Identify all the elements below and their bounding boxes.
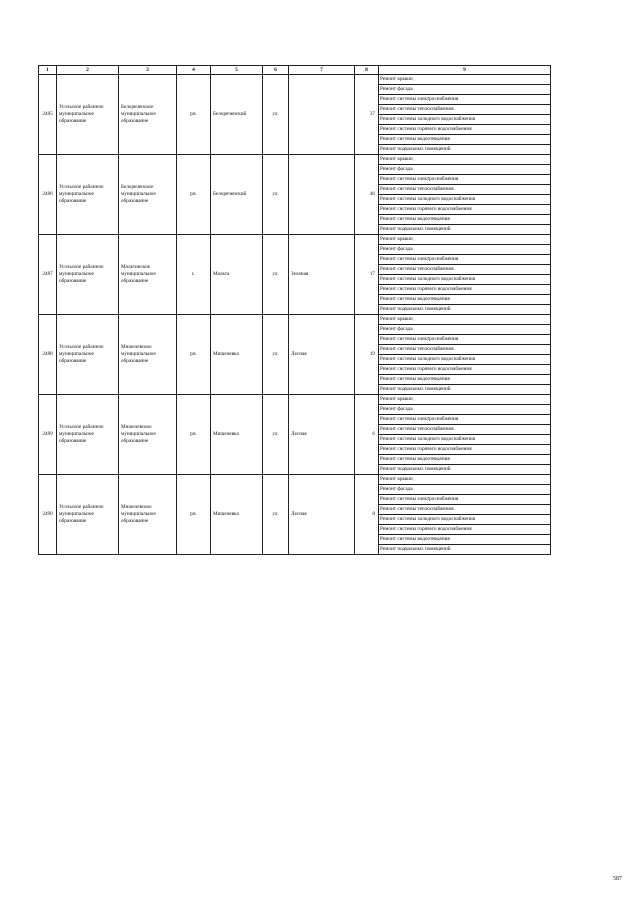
- work-type-cell: Ремонт системы горячего водоснабжения: [379, 525, 551, 535]
- work-type-cell: Ремонт системы теплоснабжения: [379, 185, 551, 195]
- street-cell: Лесная: [289, 395, 355, 475]
- work-type-cell: Ремонт системы электроснабжения: [379, 415, 551, 425]
- district-cell: Усольское районное муниципальное образование: [57, 395, 119, 475]
- street-cell: [289, 75, 355, 155]
- work-type-cell: Ремонт подвальных помещений: [379, 225, 551, 235]
- work-type-cell: Ремонт системы горячего водоснабжения: [379, 285, 551, 295]
- work-type-cell: Ремонт системы электроснабжения: [379, 335, 551, 345]
- municipality-cell: Мальтинское муниципальное образование: [119, 235, 177, 315]
- street-cell: [289, 155, 355, 235]
- work-type-cell: Ремонт подвальных помещений: [379, 305, 551, 315]
- settlement-type-cell: рп.: [177, 155, 211, 235]
- street-type-cell: ул.: [263, 475, 289, 555]
- settlement-type-cell: рп.: [177, 475, 211, 555]
- work-type-cell: Ремонт фасада: [379, 325, 551, 335]
- settlement-cell: Белореченский: [211, 155, 263, 235]
- table-row: [39, 475, 551, 485]
- work-type-cell: Ремонт системы водоотведения: [379, 455, 551, 465]
- work-type-cell: Ремонт системы электроснабжения: [379, 495, 551, 505]
- work-type-cell: Ремонт фасада: [379, 245, 551, 255]
- register-table-container: [38, 65, 550, 555]
- settlement-type-cell: рп.: [177, 315, 211, 395]
- municipality-cell: Мишелевское муниципальное образование: [119, 475, 177, 555]
- work-type-cell: Ремонт подвальных помещений: [379, 545, 551, 555]
- work-type-cell: Ремонт подвальных помещений: [379, 465, 551, 475]
- house-number-cell: 37: [355, 75, 379, 155]
- work-type-cell: Ремонт крыши: [379, 235, 551, 245]
- street-type-cell: ул.: [263, 315, 289, 395]
- work-type-cell: Ремонт крыши: [379, 315, 551, 325]
- page-number: 587: [613, 876, 622, 882]
- work-type-cell: Ремонт фасада: [379, 485, 551, 495]
- header-cell: 1: [39, 66, 57, 75]
- work-type-cell: Ремонт системы водоотведения: [379, 375, 551, 385]
- table-row: [39, 315, 551, 325]
- work-type-cell: Ремонт системы водоотведения: [379, 215, 551, 225]
- work-type-cell: Ремонт системы электроснабжения: [379, 95, 551, 105]
- header-cell: 3: [119, 66, 177, 75]
- work-type-cell: Ремонт системы теплоснабжения: [379, 265, 551, 275]
- record-number-cell: 2489: [39, 395, 57, 475]
- settlement-cell: Белореченский: [211, 75, 263, 155]
- work-type-cell: Ремонт системы теплоснабжения: [379, 505, 551, 515]
- street-type-cell: ул.: [263, 235, 289, 315]
- district-cell: Усольское районное муниципальное образование: [57, 155, 119, 235]
- work-type-cell: Ремонт крыши: [379, 395, 551, 405]
- record-number-cell: 2486: [39, 155, 57, 235]
- work-type-cell: Ремонт крыши: [379, 475, 551, 485]
- work-type-cell: Ремонт крыши: [379, 155, 551, 165]
- register-table: [38, 65, 551, 555]
- street-type-cell: ул.: [263, 155, 289, 235]
- work-type-cell: Ремонт системы холодного водоснабжения: [379, 195, 551, 205]
- house-number-cell: 6: [355, 395, 379, 475]
- work-type-cell: Ремонт системы теплоснабжения: [379, 345, 551, 355]
- table-row: [39, 155, 551, 165]
- street-type-cell: ул.: [263, 75, 289, 155]
- work-type-cell: Ремонт системы холодного водоснабжения: [379, 515, 551, 525]
- work-type-cell: Ремонт крыши: [379, 75, 551, 85]
- work-type-cell: Ремонт системы теплоснабжения: [379, 105, 551, 115]
- work-type-cell: Ремонт системы горячего водоснабжения: [379, 445, 551, 455]
- work-type-cell: Ремонт фасада: [379, 165, 551, 175]
- district-cell: Усольское районное муниципальное образование: [57, 475, 119, 555]
- header-row: [39, 66, 551, 75]
- header-cell: 7: [289, 66, 355, 75]
- header-cell: 4: [177, 66, 211, 75]
- record-number-cell: 2488: [39, 315, 57, 395]
- settlement-type-cell: с.: [177, 235, 211, 315]
- settlement-cell: Мишелевка: [211, 315, 263, 395]
- table-row: [39, 75, 551, 85]
- work-type-cell: Ремонт подвальных помещений: [379, 385, 551, 395]
- table-row: [39, 235, 551, 245]
- work-type-cell: Ремонт подвальных помещений: [379, 145, 551, 155]
- header-cell: 2: [57, 66, 119, 75]
- house-number-cell: 46: [355, 155, 379, 235]
- work-type-cell: Ремонт системы горячего водоснабжения: [379, 365, 551, 375]
- work-type-cell: Ремонт системы электроснабжения: [379, 175, 551, 185]
- work-type-cell: Ремонт системы горячего водоснабжения: [379, 125, 551, 135]
- work-type-cell: Ремонт системы холодного водоснабжения: [379, 355, 551, 365]
- house-number-cell: 8: [355, 475, 379, 555]
- record-number-cell: 2485: [39, 75, 57, 155]
- municipality-cell: Мишелевское муниципальное образование: [119, 315, 177, 395]
- work-type-cell: Ремонт системы водоотведения: [379, 535, 551, 545]
- settlement-type-cell: рп.: [177, 75, 211, 155]
- header-cell: 6: [263, 66, 289, 75]
- street-cell: Зеленая: [289, 235, 355, 315]
- record-number-cell: 2490: [39, 475, 57, 555]
- municipality-cell: Мишелевское муниципальное образование: [119, 395, 177, 475]
- work-type-cell: Ремонт фасада: [379, 85, 551, 95]
- header-cell: 8: [355, 66, 379, 75]
- municipality-cell: Белореченское муниципальное образование: [119, 75, 177, 155]
- settlement-cell: Мишелевка: [211, 475, 263, 555]
- work-type-cell: Ремонт системы холодного водоснабжения: [379, 435, 551, 445]
- settlement-type-cell: рп.: [177, 395, 211, 475]
- district-cell: Усольское районное муниципальное образование: [57, 75, 119, 155]
- house-number-cell: 19: [355, 315, 379, 395]
- street-cell: Лесная: [289, 315, 355, 395]
- street-cell: Лесная: [289, 475, 355, 555]
- work-type-cell: Ремонт системы водоотведения: [379, 295, 551, 305]
- work-type-cell: Ремонт фасада: [379, 405, 551, 415]
- work-type-cell: Ремонт системы холодного водоснабжения: [379, 275, 551, 285]
- record-number-cell: 2487: [39, 235, 57, 315]
- house-number-cell: 17: [355, 235, 379, 315]
- work-type-cell: Ремонт системы электроснабжения: [379, 255, 551, 265]
- street-type-cell: ул.: [263, 395, 289, 475]
- work-type-cell: Ремонт системы горячего водоснабжения: [379, 205, 551, 215]
- work-type-cell: Ремонт системы холодного водоснабжения: [379, 115, 551, 125]
- municipality-cell: Белореченское муниципальное образование: [119, 155, 177, 235]
- header-cell: 9: [379, 66, 551, 75]
- work-type-cell: Ремонт системы теплоснабжения: [379, 425, 551, 435]
- work-type-cell: Ремонт системы водоотведения: [379, 135, 551, 145]
- header-cell: 5: [211, 66, 263, 75]
- table-row: [39, 395, 551, 405]
- settlement-cell: Мальта: [211, 235, 263, 315]
- district-cell: Усольское районное муниципальное образование: [57, 235, 119, 315]
- district-cell: Усольское районное муниципальное образование: [57, 315, 119, 395]
- settlement-cell: Мишелевка: [211, 395, 263, 475]
- table-body: [39, 75, 551, 555]
